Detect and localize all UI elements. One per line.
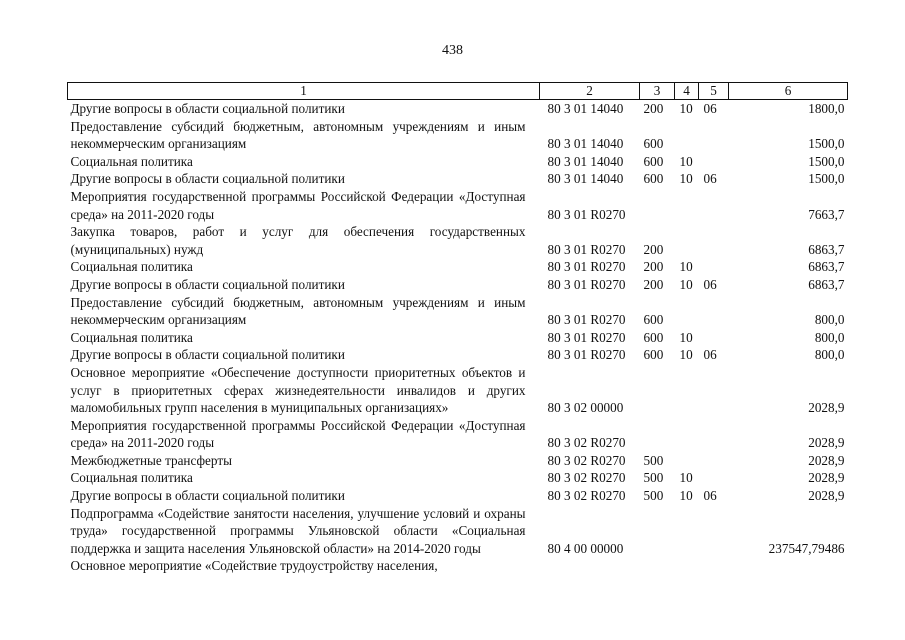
table-row — [68, 170, 848, 188]
row-expense-type: 600 — [643, 347, 664, 363]
row-subsection — [699, 417, 729, 452]
table-row — [68, 505, 848, 558]
row-name: Закупка товаров, работ и услуг для обеспечения государственных (муниципальных) нужд — [70, 224, 526, 257]
row-expense-type: 600 — [643, 136, 664, 152]
row-code: 80 3 01 R0270 — [547, 259, 626, 275]
row-code: 80 3 01 14040 — [547, 171, 624, 187]
row-expense-type: 200 — [643, 241, 664, 257]
row-sum: 237547,79486 — [768, 540, 845, 556]
row-sum: 7663,7 — [808, 206, 845, 222]
table-row — [68, 364, 848, 417]
row-sum: 1500,0 — [808, 136, 845, 152]
table-row — [68, 223, 848, 258]
row-subsection: 06 — [703, 488, 717, 504]
row-sum: 800,0 — [814, 312, 845, 328]
row-subsection — [699, 364, 729, 417]
row-section: 10 — [679, 470, 693, 486]
header-col-4: 4 — [675, 83, 699, 100]
table-row — [68, 118, 848, 153]
row-subsection — [699, 452, 729, 470]
row-name: Межбюджетные трансферты — [70, 452, 232, 468]
row-expense-type: 500 — [643, 470, 664, 486]
row-name: Социальная политика — [70, 470, 193, 486]
row-section: 10 — [679, 347, 693, 363]
row-code — [540, 557, 640, 575]
row-sum: 2028,9 — [808, 470, 845, 486]
row-code: 80 3 02 00000 — [547, 400, 624, 416]
header-col-6: 6 — [729, 83, 848, 100]
row-name: Социальная политика — [70, 259, 193, 275]
row-name: Другие вопросы в области социальной политики — [70, 276, 345, 292]
table-row — [68, 557, 848, 575]
row-section — [675, 188, 699, 223]
header-col-1: 1 — [68, 83, 540, 100]
row-name: Другие вопросы в области социальной политики — [70, 488, 345, 504]
row-expense-type: 500 — [643, 452, 664, 468]
row-code: 80 3 01 14040 — [547, 101, 624, 116]
row-subsection — [699, 153, 729, 171]
row-sum: 6863,7 — [808, 276, 845, 292]
row-name: Основное мероприятие «Обеспечение доступности приоритетных объектов и услуг в приоритетных сферах жизнедеятельности инвалидов и других маломобильных групп населения в муниципальных организациях» — [70, 364, 526, 416]
row-section — [675, 505, 699, 558]
row-subsection: 06 — [703, 276, 717, 292]
row-expense-type — [640, 417, 675, 452]
row-subsection — [699, 469, 729, 487]
table-row — [68, 417, 848, 452]
row-code: 80 4 00 00000 — [547, 540, 624, 556]
row-section — [675, 118, 699, 153]
row-section — [675, 557, 699, 575]
page-number: 438 — [442, 43, 463, 58]
table-header — [68, 83, 848, 100]
row-expense-type — [640, 557, 675, 575]
row-sum: 800,0 — [814, 329, 845, 345]
row-code: 80 3 02 R0270 — [547, 470, 626, 486]
row-section: 10 — [679, 259, 693, 275]
row-expense-type — [640, 505, 675, 558]
row-name: Подпрограмма «Содействие занятости населения, улучшение условий и охраны труда» государственной программы Ульяновской области «Социальная поддержка и защита населения Ульяновской области» на 2014-2020 годы — [70, 505, 526, 556]
row-subsection — [699, 329, 729, 347]
header-col-2: 2 — [540, 83, 640, 100]
row-subsection — [699, 118, 729, 153]
table-row — [68, 469, 848, 487]
row-expense-type: 600 — [643, 329, 664, 345]
row-code: 80 3 01 R0270 — [547, 276, 626, 292]
row-code: 80 3 01 R0270 — [547, 329, 626, 345]
row-section — [675, 417, 699, 452]
table-row — [68, 100, 848, 118]
row-subsection: 06 — [703, 347, 717, 363]
row-section: 10 — [679, 101, 693, 116]
row-code: 80 3 01 R0270 — [547, 241, 626, 257]
row-sum: 2028,9 — [808, 435, 845, 451]
row-name: Предоставление субсидий бюджетным, автономным учреждениям и иным некоммерческим организациям — [70, 118, 526, 152]
row-expense-type: 500 — [643, 488, 664, 504]
row-code: 80 3 01 14040 — [547, 153, 624, 169]
row-sum — [729, 557, 848, 575]
table-row — [68, 258, 848, 276]
table-row — [68, 487, 848, 505]
budget-table — [67, 82, 848, 575]
row-sum: 6863,7 — [808, 259, 845, 275]
row-subsection — [699, 258, 729, 276]
row-sum: 2028,9 — [808, 488, 845, 504]
row-section: 10 — [679, 488, 693, 504]
table-body — [68, 100, 848, 576]
row-code: 80 3 01 R0270 — [547, 312, 626, 328]
row-code: 80 3 02 R0270 — [547, 435, 626, 451]
row-expense-type: 600 — [643, 312, 664, 328]
row-subsection: 06 — [703, 171, 717, 187]
row-code: 80 3 02 R0270 — [547, 452, 626, 468]
row-expense-type: 600 — [643, 153, 664, 169]
row-sum: 1500,0 — [808, 153, 845, 169]
row-code: 80 3 02 R0270 — [547, 488, 626, 504]
table-row — [68, 329, 848, 347]
table-row — [68, 188, 848, 223]
row-sum: 800,0 — [814, 347, 845, 363]
table-row — [68, 294, 848, 329]
row-section — [675, 294, 699, 329]
row-name: Предоставление субсидий бюджетным, автономным учреждениям и иным некоммерческим организациям — [70, 294, 526, 328]
header-col-5: 5 — [699, 83, 729, 100]
row-subsection — [699, 188, 729, 223]
row-sum: 1800,0 — [808, 101, 845, 116]
row-section — [675, 452, 699, 470]
table-row — [68, 452, 848, 470]
row-section — [675, 364, 699, 417]
row-name: Другие вопросы в области социальной политики — [70, 101, 345, 116]
row-section — [675, 223, 699, 258]
row-code: 80 3 01 R0270 — [547, 347, 626, 363]
table-row — [68, 276, 848, 294]
row-subsection: 06 — [703, 101, 717, 116]
row-sum: 2028,9 — [808, 400, 845, 416]
row-expense-type — [640, 188, 675, 223]
row-name: Другие вопросы в области социальной политики — [70, 171, 345, 187]
row-subsection — [699, 505, 729, 558]
row-section: 10 — [679, 153, 693, 169]
row-sum: 1500,0 — [808, 171, 845, 187]
row-subsection — [699, 557, 729, 575]
row-expense-type — [640, 364, 675, 417]
row-expense-type: 200 — [643, 101, 664, 116]
row-subsection — [699, 223, 729, 258]
row-expense-type: 200 — [643, 259, 664, 275]
header-row — [68, 83, 848, 100]
row-subsection — [699, 294, 729, 329]
row-sum: 2028,9 — [808, 452, 845, 468]
row-code: 80 3 01 14040 — [547, 136, 624, 152]
row-expense-type: 200 — [643, 276, 664, 292]
row-section: 10 — [679, 171, 693, 187]
row-name: Социальная политика — [70, 153, 193, 169]
row-section: 10 — [679, 329, 693, 345]
row-expense-type: 600 — [643, 171, 664, 187]
row-name: Основное мероприятие «Содействие трудоустройству населения, — [70, 558, 438, 574]
row-name: Социальная политика — [70, 329, 193, 345]
row-name: Другие вопросы в области социальной политики — [70, 347, 345, 363]
row-code: 80 3 01 R0270 — [547, 206, 626, 222]
row-sum: 6863,7 — [808, 241, 845, 257]
header-col-3: 3 — [640, 83, 675, 100]
table-row — [68, 346, 848, 364]
row-name: Мероприятия государственной программы Российской Федерации «Доступная среда» на 2011-2020 годы — [70, 417, 526, 451]
row-section: 10 — [679, 276, 693, 292]
table-row — [68, 153, 848, 171]
row-name: Мероприятия государственной программы Российской Федерации «Доступная среда» на 2011-2020 годы — [70, 188, 526, 222]
